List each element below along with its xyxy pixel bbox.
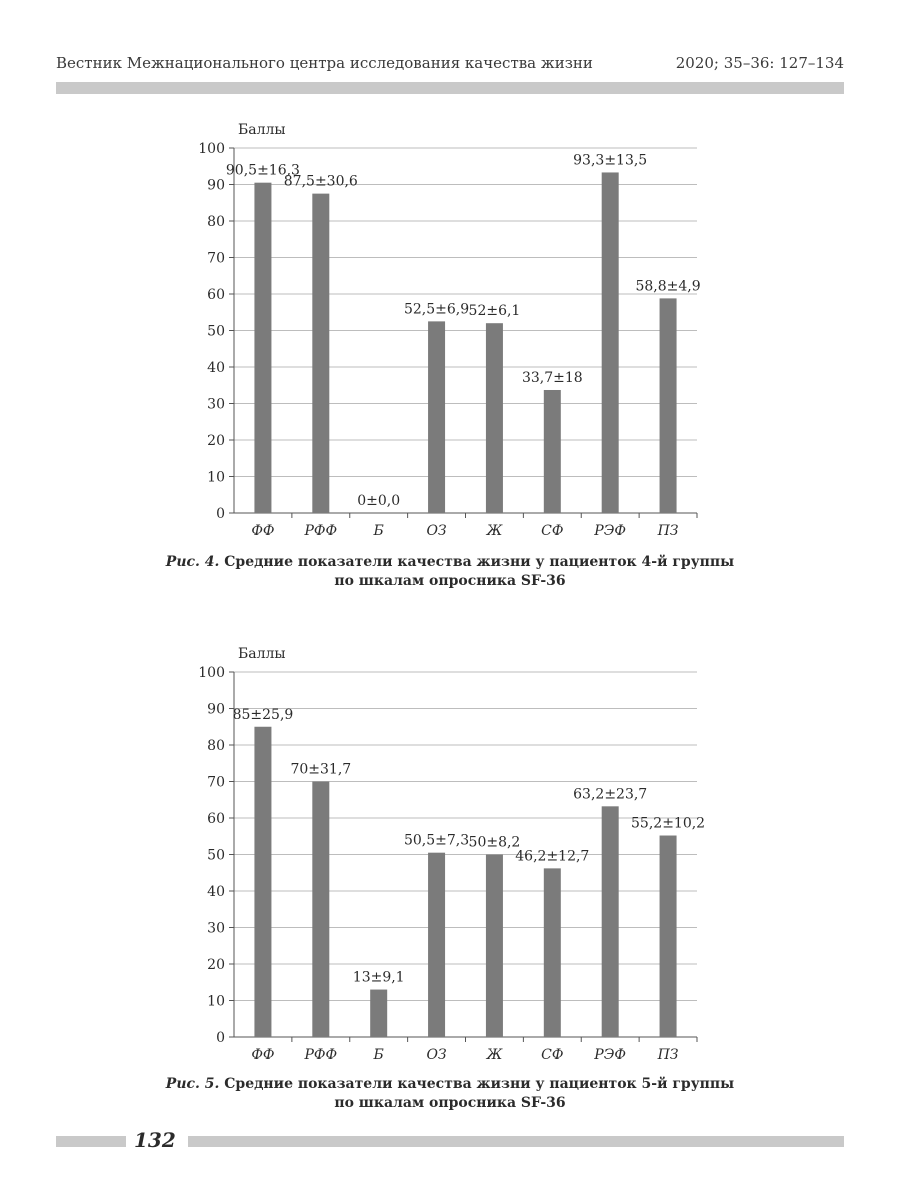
y-tick-label: 60	[207, 811, 225, 827]
y-tick-label: 30	[207, 396, 225, 413]
data-label: 93,3±13,5	[573, 152, 648, 169]
y-tick-label: 80	[207, 738, 225, 754]
data-label: 85±25,9	[232, 706, 294, 723]
bar-5	[486, 855, 503, 1038]
x-tick-label: Ж	[486, 1047, 503, 1063]
data-label: 63,2±23,7	[573, 786, 648, 803]
data-label: 33,7±18	[521, 369, 583, 386]
y-tick-label: 40	[207, 884, 225, 900]
bar-2	[312, 194, 329, 513]
x-tick-label: Б	[373, 523, 384, 539]
bar-7	[602, 172, 619, 513]
bar-6	[544, 390, 561, 513]
figure-5-label: Рис. 5.	[165, 1076, 220, 1092]
y-tick-label: 70	[207, 774, 225, 791]
data-label: 13±9,1	[352, 969, 405, 986]
y-tick-label: 10	[207, 469, 225, 486]
data-label: 87,5±30,6	[283, 173, 358, 190]
bar-2	[312, 782, 329, 1038]
y-tick-label: 50	[207, 847, 225, 864]
bar-8	[660, 298, 677, 513]
figure-5-caption-line2: по шкалам опросника SF-36	[334, 1095, 566, 1111]
bar-8	[660, 836, 677, 1037]
bar-5	[486, 323, 503, 513]
header-band	[56, 82, 844, 94]
data-label: 90,5±16,3	[225, 162, 300, 179]
y-tick-label: 10	[207, 993, 225, 1010]
x-tick-label: ФФ	[251, 1047, 275, 1063]
y-tick-label: 50	[207, 323, 225, 340]
running-header	[56, 54, 844, 76]
data-label: 50±8,2	[468, 834, 521, 851]
x-tick-label: ФФ	[251, 523, 275, 539]
figure-4-caption-line2: по шкалам опросника SF-36	[334, 573, 566, 589]
y-tick-label: 40	[207, 360, 225, 376]
x-tick-label: ОЗ	[426, 1047, 447, 1063]
x-tick-label: РЭФ	[594, 1047, 627, 1063]
figure-4-caption-line1: Средние показатели качества жизни у пациенток 4-й группы	[224, 554, 735, 570]
figure-5-svg	[0, 636, 900, 1066]
data-label: 55,2±10,2	[631, 815, 706, 832]
y-tick-label: 60	[207, 287, 225, 303]
y-tick-label: 20	[207, 957, 225, 973]
bar-3	[370, 990, 387, 1037]
x-tick-label: РФФ	[304, 523, 338, 539]
journal-title: Вестник Межнационального центра исследования качества жизни	[56, 54, 593, 72]
figure-4-svg	[0, 112, 900, 542]
bar-6	[544, 868, 561, 1037]
y-tick-label: 30	[207, 920, 225, 937]
figure-5-caption	[150, 1075, 750, 1113]
page-number: 132	[134, 1128, 176, 1152]
bar-1	[254, 183, 271, 513]
data-label: 50,5±7,3	[403, 832, 470, 849]
x-tick-label: Ж	[486, 523, 503, 539]
y-axis-label: Баллы	[238, 122, 286, 138]
bar-7	[602, 806, 619, 1037]
data-label: 70±31,7	[290, 761, 352, 778]
y-tick-label: 90	[207, 177, 225, 194]
figure-5-chart	[0, 636, 900, 1066]
y-tick-label: 0	[216, 1030, 225, 1046]
data-label: 0±0,0	[357, 493, 401, 509]
footer-band-right	[188, 1136, 844, 1147]
y-tick-label: 20	[207, 433, 225, 449]
figure-5-caption-line1: Средние показатели качества жизни у пациенток 5-й группы	[224, 1076, 735, 1092]
bar-1	[254, 727, 271, 1037]
x-tick-label: ПЗ	[657, 1047, 679, 1063]
issue-info: 2020; 35–36: 127–134	[675, 54, 844, 72]
footer-band-left	[56, 1136, 126, 1147]
x-tick-label: РЭФ	[594, 523, 627, 539]
data-label: 58,8±4,9	[635, 278, 701, 295]
x-tick-label: РФФ	[304, 1047, 338, 1063]
figure-4-caption	[150, 553, 750, 591]
y-tick-label: 100	[198, 665, 225, 681]
figure-4-label: Рис. 4.	[165, 554, 220, 570]
x-tick-label: ОЗ	[426, 523, 447, 539]
x-tick-label: СФ	[541, 1047, 564, 1063]
x-tick-label: ПЗ	[657, 523, 679, 539]
y-tick-label: 80	[207, 214, 225, 230]
y-tick-label: 0	[216, 506, 225, 522]
figure-4-chart	[0, 112, 900, 542]
x-tick-label: Б	[373, 1047, 384, 1063]
data-label: 52±6,1	[468, 303, 521, 320]
bar-4	[428, 853, 445, 1037]
bar-4	[428, 321, 445, 513]
data-label: 52,5±6,9	[403, 301, 470, 318]
y-tick-label: 100	[198, 141, 225, 157]
y-tick-label: 90	[207, 701, 225, 718]
y-tick-label: 70	[207, 250, 225, 267]
data-label: 46,2±12,7	[515, 848, 590, 865]
y-axis-label: Баллы	[238, 646, 286, 662]
x-tick-label: СФ	[541, 523, 564, 539]
